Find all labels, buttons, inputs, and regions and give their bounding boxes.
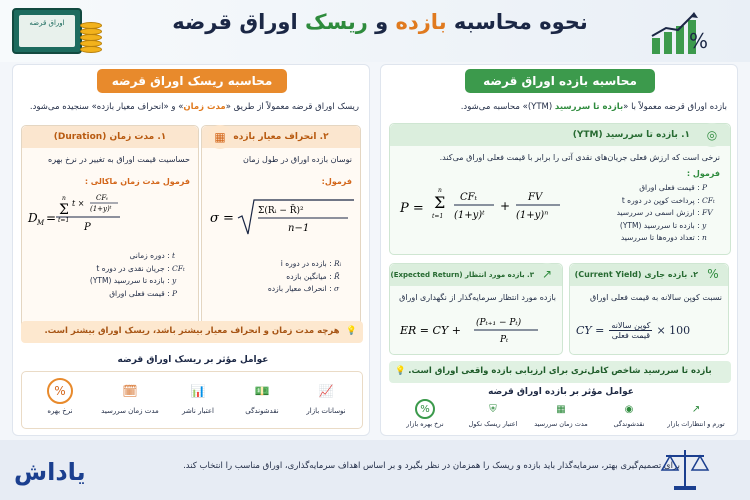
percent-icon: % [47,378,73,404]
current-yield-head: ۲. بازده جاری (Current Yield) [570,264,728,286]
svg-text:%: % [688,29,708,53]
legend-row: Rᵢ : بازده در دوره i [280,259,342,268]
risk-panel [12,64,370,436]
svg-text:Σ(Rᵢ − R̄)²: Σ(Rᵢ − R̄)² [258,206,304,216]
svg-text:(Pₜ₊₁ − Pₜ): (Pₜ₊₁ − Pₜ) [476,318,522,328]
ytm-card [389,123,731,255]
duration-formula-label: فرمول مدت زمان ماکالی : [84,177,190,186]
brand-logo[interactable]: یاداش [14,458,86,486]
risk-intro: ریسک اوراق قرضه معمولاً از طریق «مدت زمان» و «انحراف معیار بازده» سنجیده می‌شود. [29,102,359,112]
coins-icon [80,22,102,54]
expected-return-desc: بازده مورد انتظار سرمایه‌گذار از نگهداری اوراق [399,293,556,302]
expected-return-formula [398,312,558,348]
svg-text:(1+y)ⁿ: (1+y)ⁿ [516,210,549,221]
svg-text:P: P [84,222,91,233]
svg-text:Σ: Σ [59,202,69,218]
risk-factor: 📊 اعتبار ناشر [170,378,226,415]
footer [0,440,750,500]
risk-factors-title: عوامل مؤثر بر ریسک اوراق قرضه [117,355,269,365]
expected-return-card [389,263,563,355]
certificate-label: اوراق قرضه [29,19,65,27]
percent-icon: % [415,399,435,419]
duration-desc: حساسیت قیمت اوراق به تغییر در نرخ بهره [48,155,190,164]
ytm-formula [398,180,578,236]
return-factor: ◉ نقدشوندگی [599,399,659,428]
current-yield-card [569,263,729,355]
percent-badge-icon: % [702,263,724,285]
current-yield-formula: CY = $\frac{\text{کوپن سالانه}}{\text{قیمت فعلی}}$ × 100 [576,320,691,340]
shield-icon: ⛨ [489,403,497,415]
risk-note: هرچه مدت زمان و انحراف معیار بیشتر باشد، ریسک اوراق بیشتر است. 💡 [21,321,363,343]
page-title: نحوه محاسبه بازده و ریسک اوراق قرضه [172,10,588,34]
ytm-head: ۱. بازده تا سررسید (YTM) [390,124,730,146]
lightbulb-icon: 💡 [395,366,406,376]
legend-row: CFₜ : جریان نقدی در دوره t [96,263,185,273]
risk-factor: 💵 نقدشوندگی [234,378,290,415]
risk-factors [21,371,363,429]
coins-icon: ◉ [624,403,634,415]
svg-text:t=1: t=1 [432,213,444,220]
svg-text:FV: FV [528,192,543,203]
ytm-formula-label: فرمول : [686,169,720,178]
legend-row: P : قیمت فعلی اوراق [639,183,708,192]
duration-formula [26,192,194,240]
svg-text:n: n [62,195,66,202]
legend-row: σ : انحراف معیار بازده [267,284,340,293]
risk-factor: 📈 نوسانات بازار [298,378,354,415]
return-factor: ⛨ اعتبار ریسک نکول [463,399,523,428]
target-icon: ◎ [700,123,724,147]
calendar-chart-icon: 🗓 [122,384,138,398]
svg-text:=: = [46,211,57,225]
return-factors [389,399,731,435]
return-factor: ↗ تورم و انتظارات بازار [665,399,727,428]
lightbulb-icon: 💡 [346,326,357,336]
return-note: بازده تا سررسید شاخص کامل‌تری برای ارزیابی بازده واقعی اوراق است. 💡 [389,361,731,383]
svg-text:ER = CY +: ER = CY + [400,324,461,337]
svg-text:D: D [28,211,38,225]
chart-line-icon: 📈 [318,384,334,398]
svg-text:+: + [500,199,511,213]
cash-icon: 💵 [254,384,270,398]
stddev-legend [210,258,350,296]
svg-text:CFₜ: CFₜ [96,194,108,202]
svg-text:n−1: n−1 [288,223,310,234]
stddev-desc: نوسان بازده اوراق در طول زمان [243,155,352,164]
duration-card [21,125,199,337]
svg-text:M: M [37,219,45,227]
svg-text:Σ: Σ [434,193,446,212]
svg-text:n: n [438,187,442,194]
legend-row: n : تعداد دوره‌ها تا سررسید [620,233,707,242]
svg-text:t ×: t × [72,199,85,208]
stddev-head: ۲. انحراف معیار بازده [202,126,360,148]
legend-row: R̄ : میانگین بازده [286,271,340,281]
stddev-card [201,125,361,337]
svg-text:P =: P = [400,201,424,216]
ytm-desc: نرخی است که ارزش فعلی جریان‌های نقدی آتی را برابر با قیمت فعلی اوراق می‌کند. [439,153,720,162]
expected-return-head: ۳. بازده مورد انتظار (Expected Return) [390,264,562,286]
bars-icon: 📊 [190,384,206,398]
scale-icon [660,446,710,492]
svg-text:σ =: σ = [210,211,234,226]
risk-factor: 🗓 مدت زمان سررسید [98,378,162,415]
svg-text:CFₜ: CFₜ [460,192,478,203]
growth-chart-icon [648,10,740,56]
return-factors-title: عوامل مؤثر بر بازده اوراق قرضه [488,387,634,397]
arrow-chart-icon: ↗ [536,263,558,285]
svg-text:Pₜ: Pₜ [500,335,509,345]
return-title: محاسبه بازده اوراق قرضه [465,69,655,93]
chart-doc-icon: ▦ [208,125,232,149]
current-yield-desc: نسبت کوپن سالانه به قیمت فعلی اوراق [590,293,722,302]
stddev-formula-label: فرمول: [321,177,352,186]
legend-row: y : بازده تا سررسید (YTM) [89,276,177,285]
legend-row: t : دوره زمانی [129,251,176,260]
legend-row: y : بازده تا سررسید (YTM) [619,220,707,230]
svg-text:(1+y)ᵗ: (1+y)ᵗ [454,210,485,221]
ytm-legend [578,182,718,245]
duration-legend [28,250,188,300]
risk-title: محاسبه ریسک اوراق قرضه [97,69,287,93]
stddev-formula [208,196,356,240]
legend-row: P : قیمت فعلی اوراق [109,288,178,298]
calendar-icon: ▦ [556,403,566,415]
legend-row: FV : ارزش اسمی در سررسید [616,208,713,217]
return-panel [380,64,738,436]
duration-head: ۱. مدت زمان (Duration) [22,126,198,148]
header [0,0,750,62]
return-factor: ▦ مدت زمان سررسید [531,399,591,428]
risk-factor: % نرخ بهره [30,378,90,415]
svg-text:(1+y)ᵗ: (1+y)ᵗ [90,205,112,213]
return-factor: % نرخ بهره بازار [395,399,455,428]
svg-text:t=1: t=1 [58,217,70,224]
legend-row: CFₜ : پرداخت کوپن در دوره t [621,195,715,205]
trend-up-icon: ↗ [691,403,701,415]
return-intro: بازده اوراق قرضه معمولاً با «بازده تا سررسید (YTM)» محاسبه می‌شود. [460,102,727,112]
footer-text: برای تصمیم‌گیری بهتر، سرمایه‌گذار باید بازده و ریسک را همزمان در نظر بگیرد و بر اساس اهداف سرمایه‌گذاری، اوراق مناسب را انتخاب کند. [183,461,680,471]
certificate-icon [12,8,82,54]
